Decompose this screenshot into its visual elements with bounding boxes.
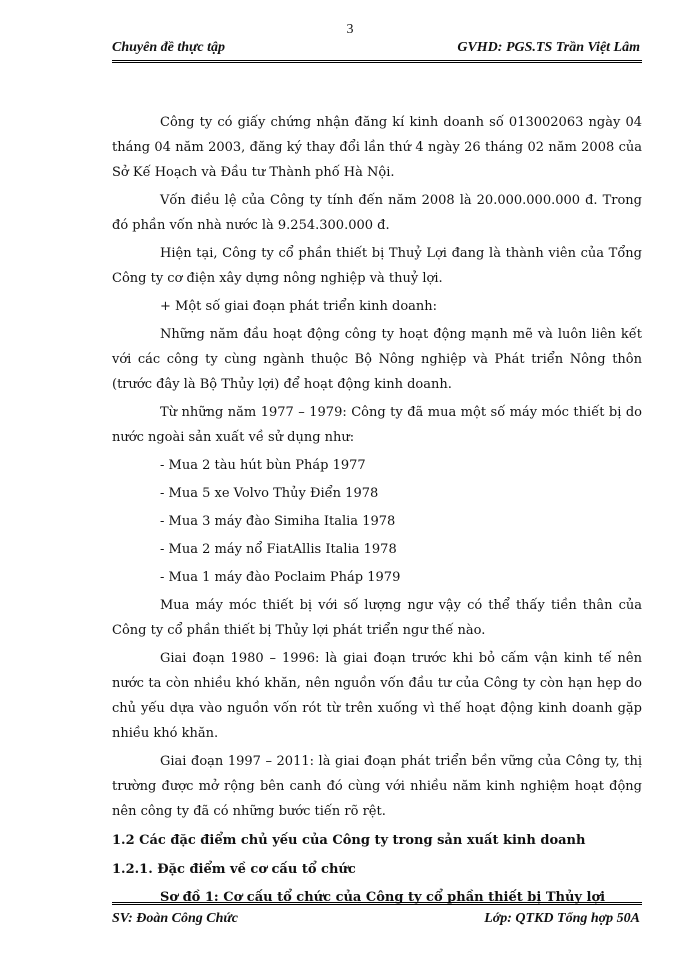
section-heading-1-2-1: 1.2.1. Đặc điểm về cơ cấu tổ chức bbox=[112, 862, 356, 877]
page-number: 3 bbox=[346, 22, 354, 37]
paragraph-purchase-summary: Mua máy móc thiết bị với số lượng ngư vậy có thể thấy tiền thân của Công ty cổ phần thiết bị Thủy lợi phát triển ngư thế nào. bbox=[112, 598, 642, 638]
footer-class: Lớp: QTKD Tổng hợp 50A bbox=[484, 911, 640, 926]
section-heading-1-2: 1.2 Các đặc điểm chủ yếu của Công ty trong sản xuất kinh doanh bbox=[112, 833, 586, 848]
list-item-purchase: - Mua 1 máy đào Poclaim Pháp 1979 bbox=[160, 570, 401, 585]
page-body bbox=[112, 110, 642, 913]
diagram-title: Sơ đồ 1: Cơ cấu tổ chức của Công ty cổ phần thiết bị Thủy lợi bbox=[160, 890, 606, 905]
paragraph-1997-2011: Giai đoạn 1997 – 2011: là giai đoạn phát triển bền vững của Công ty, thị trường được mở rộng bên canh đó cùng với nhiều năm kinh nghiệm hoạt động nên công ty đã có những bước tiến rõ rệt. bbox=[112, 754, 642, 819]
list-item-purchase: - Mua 2 máy nổ FiatAllis Italia 1978 bbox=[160, 542, 397, 557]
paragraph-stages-intro: + Một số giai đoạn phát triển kinh doanh: bbox=[160, 299, 438, 314]
paragraph-charter-capital: Vốn điều lệ của Công ty tính đến năm 2008 là 20.000.000.000 đ. Trong đó phần vốn nhà nước là 9.254.300.000 đ. bbox=[112, 193, 642, 233]
paragraph-current-status: Hiện tại, Công ty cổ phần thiết bị Thuỷ Lợi đang là thành viên của Tổng Công ty cơ điện xây dựng nông nghiệp và thuỷ lợi. bbox=[112, 246, 642, 286]
paragraph-early-years: Những năm đầu hoạt động công ty hoạt động mạnh mẽ và luôn liên kết với các công ty cùng ngành thuộc Bộ Nông nghiệp và Phát triển Nông thôn (trước đây là Bộ Thủy lợi) để hoạt động kinh doanh. bbox=[112, 327, 642, 392]
list-item-purchase: - Mua 2 tàu hút bùn Pháp 1977 bbox=[160, 458, 366, 473]
header-document-type: Chuyên đề thực tập bbox=[112, 40, 226, 55]
page-header bbox=[112, 38, 642, 63]
footer-student: SV: Đoàn Công Chức bbox=[112, 911, 238, 926]
page-footer bbox=[112, 902, 642, 931]
header-supervisor: GVHD: PGS.TS Trần Việt Lâm bbox=[457, 40, 640, 55]
paragraph-1980-1996: Giai đoạn 1980 – 1996: là giai đoạn trước khi bỏ cấm vận kinh tế nên nước ta còn nhiều khó khăn, nên nguồn vốn đầu tư của Công ty còn hạn hẹp do chủ yếu dựa vào nguồn vốn rót từ trên xuống vì thế hoạt động kinh doanh gặp nhiều khó khăn. bbox=[112, 651, 642, 741]
list-item-purchase: - Mua 3 máy đào Simiha Italia 1978 bbox=[160, 514, 396, 529]
paragraph-registration: Công ty có giấy chứng nhận đăng kí kinh doanh số 013002063 ngày 04 tháng 04 năm 2003, đăng ký thay đổi lần thứ 4 ngày 26 tháng 02 năm 2008 của Sở Kế Hoạch và Đầu tư Thành phố Hà Nội. bbox=[112, 115, 642, 180]
paragraph-1977-1979: Từ những năm 1977 – 1979: Công ty đã mua một số máy móc thiết bị do nước ngoài sản xuất về sử dụng như: bbox=[112, 405, 642, 445]
list-item-purchase: - Mua 5 xe Volvo Thủy Điển 1978 bbox=[160, 486, 379, 501]
